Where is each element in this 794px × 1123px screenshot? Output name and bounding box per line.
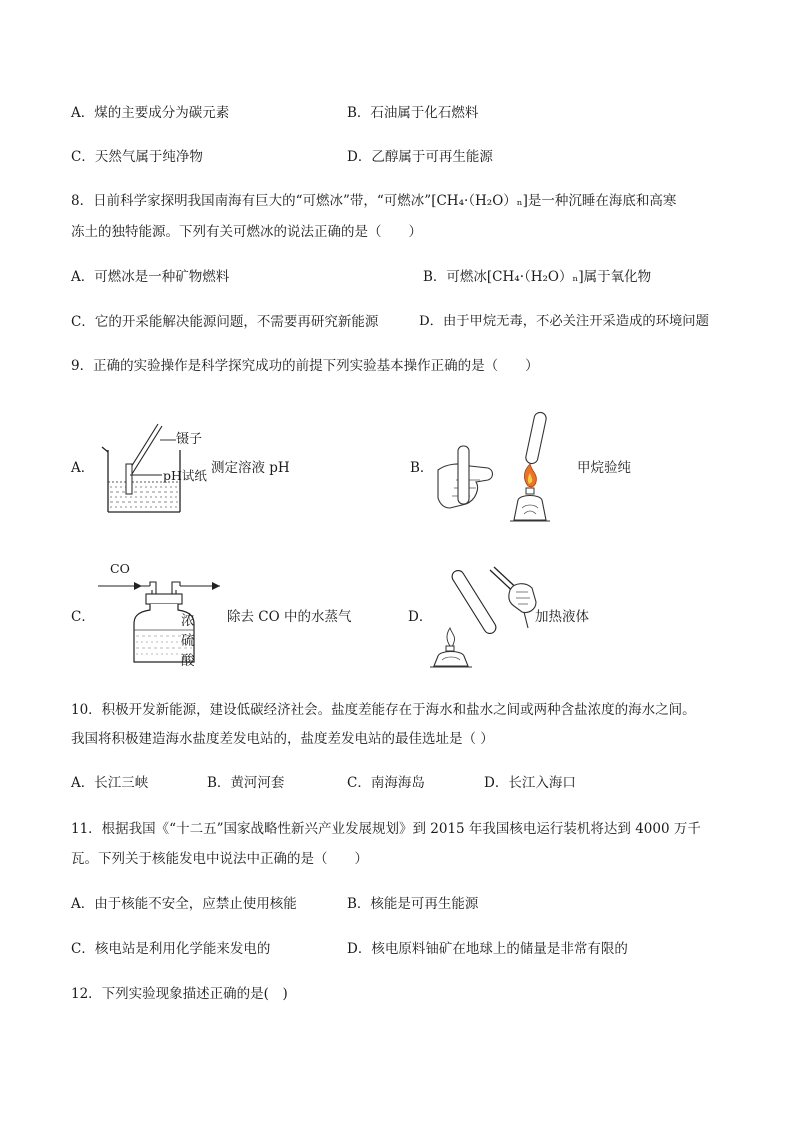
co-gas-label: CO [110, 561, 130, 576]
q12-stem: 12．下列实验现象描述正确的是( ) [71, 986, 288, 1002]
q10-stem-line2: 我国将积极建造海水盐度差发电站的，盐度差发电站的最佳选址是（ ） [71, 731, 494, 747]
q11-option-d: D．核电原料铀矿在地球上的储量是非常有限的 [347, 941, 628, 957]
conc-sulfuric-acid-label-2: 硫 [181, 633, 195, 649]
q10-stem-line1: 10．积极开发新能源，建设低碳经济社会。盐度差能存在于海水和盐水之间或两种含盐浓度的海水之间。 [71, 702, 696, 718]
q9-option-a-letter: A． [71, 460, 95, 476]
tweezers-label: 镊子 [176, 432, 203, 447]
q11-option-b: B．核能是可再生能源 [347, 896, 479, 912]
q8-option-a: A．可燃冰是一种矿物燃料 [71, 269, 230, 285]
heating-liquid-figure [428, 562, 538, 672]
q8-stem-line1: 8．日前科学家探明我国南海有巨大的“可燃冰”带，“可燃冰”[CH₄·（H₂O）ₙ]是一种沉睡在海底和高寒 [71, 193, 677, 209]
q11-stem-line1: 11．根据我国《“十二五”国家战略性新兴产业发展规划》到 2015 年我国核电运行装机将达到 4000 万千 [71, 821, 701, 837]
q9-option-a-caption: 测定溶液 pH [211, 460, 290, 476]
q8-option-b: B．可燃冰[CH₄·（H₂O）ₙ]属于氧化物 [423, 269, 652, 285]
conc-sulfuric-acid-label-1: 浓 [181, 613, 195, 629]
q11-option-a: A．由于核能不安全，应禁止使用核能 [71, 896, 297, 912]
q8-option-d: D．由于甲烷无毒，不必关注开采造成的环境问题 [419, 314, 709, 329]
q11-option-c: C．核电站是利用化学能来发电的 [71, 941, 271, 957]
q10-option-b: B．黄河河套 [207, 775, 285, 791]
q11-stem-line2: 瓦。下列关于核能发电中说法中正确的是（ ） [71, 851, 368, 867]
q9-option-d-letter: D． [408, 609, 433, 625]
q9-option-b-letter: B． [410, 460, 434, 476]
q9-option-c-letter: C． [71, 609, 95, 625]
conc-sulfuric-acid-label-3: 酸 [181, 653, 195, 669]
q10-option-c: C．南海海岛 [347, 775, 425, 791]
q7-option-b: B．石油属于化石燃料 [347, 105, 479, 121]
gas-washing-bottle-figure [96, 560, 236, 670]
q9-option-c-caption: 除去 CO 中的水蒸气 [227, 609, 352, 625]
q9-option-b-caption: 甲烷验纯 [577, 460, 631, 476]
q8-stem-line2: 冻土的独特能源。下列有关可燃冰的说法正确的是（ ） [71, 224, 422, 240]
q7-option-c: C．天然气属于纯净物 [71, 149, 203, 165]
q9-option-d-caption: 加热液体 [535, 609, 589, 625]
q7-option-d: D．乙醇属于可再生能源 [347, 149, 493, 165]
q9-stem: 9．正确的实验操作是科学探究成功的前提下列实验基本操作正确的是（ ） [71, 358, 539, 374]
ph-paper-label: pH试纸 [163, 468, 207, 483]
q7-option-a: A．煤的主要成分为碳元素 [71, 105, 230, 121]
q10-option-d: D．长江入海口 [484, 775, 576, 791]
q8-option-c: C．它的开采能解决能源问题，不需要再研究新能源 [71, 314, 379, 330]
methane-purity-test-figure [436, 408, 576, 528]
q10-option-a: A．长江三峡 [71, 775, 149, 791]
